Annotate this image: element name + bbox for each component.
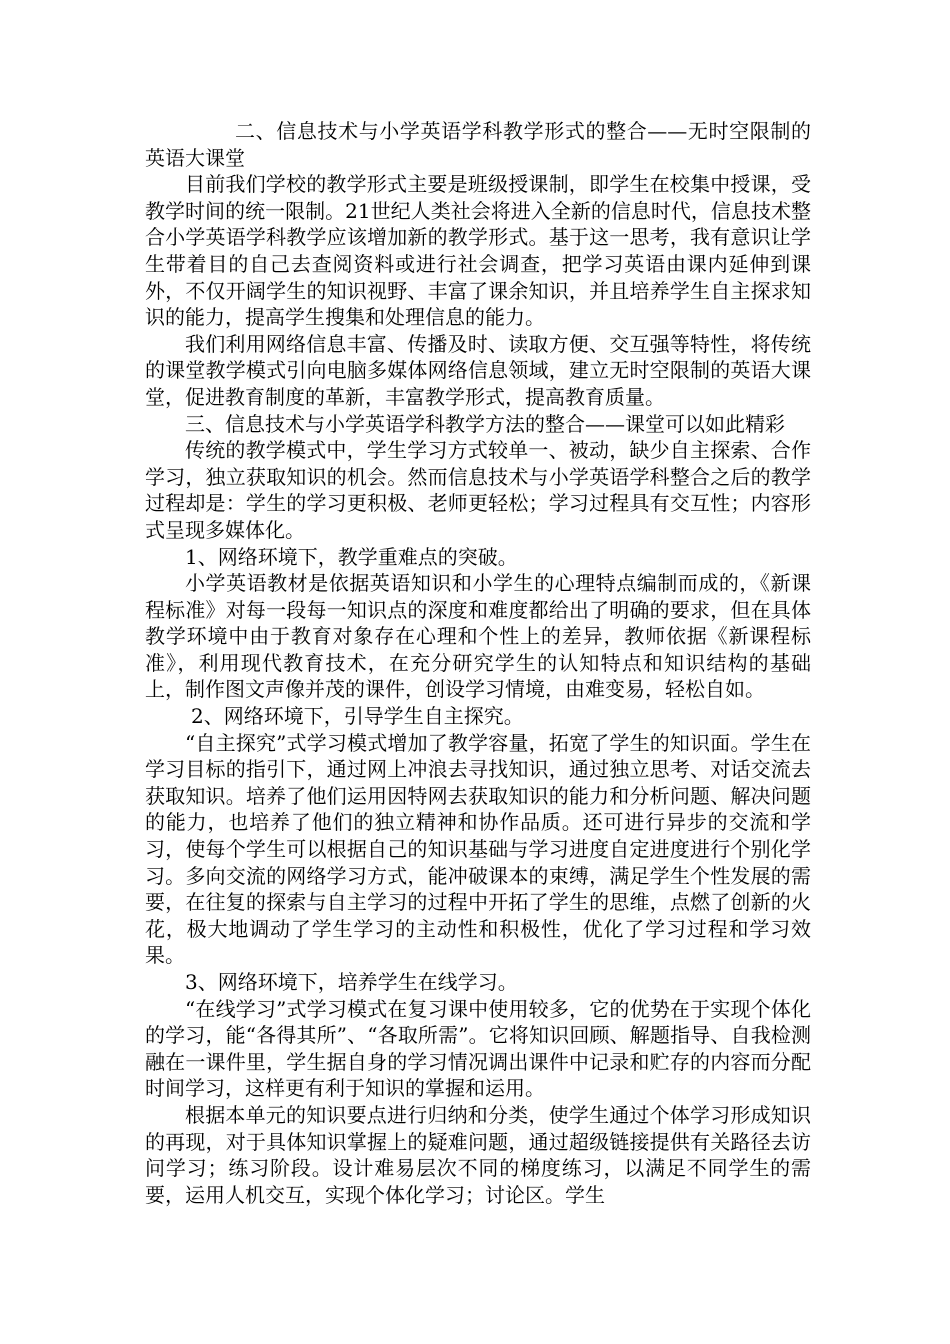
body-paragraph: 我们利用网络信息丰富、传播及时、读取方便、交互强等特性，将传统的课堂教学模式引向电脑多媒体网络信息领域，建立无时空限制的英语大课堂，促进教育制度的革新，丰富教学形式，提高教育质量。 xyxy=(145,331,811,409)
section-heading-3: 三、信息技术与小学英语学科教学方法的整合——课堂可以如此精彩 xyxy=(185,411,785,436)
body-paragraph: 传统的教学模式中，学生学习方式较单一、被动，缺少自主探索、合作学习，独立获取知识的机会。然而信息技术与小学英语学科整合之后的教学过程却是：学生的学习更积极、老师更轻松；学习过程具有交互性；内容形式呈现多媒体化。 xyxy=(145,438,811,542)
subheading-2: 2、网络环境下，引导学生自主探究。 xyxy=(191,704,524,729)
section-heading-2: 二、信息技术与小学英语学科教学形式的整合——无时空限制的英语大课堂 xyxy=(145,119,811,170)
subheading-1: 1、网络环境下，教学重难点的突破。 xyxy=(185,544,518,569)
body-paragraph: 小学英语教材是依据英语知识和小学生的心理特点编制而成的，《新课程标准》对每一段每一知识点的深度和难度都给出了明确的要求，但在具体教学环境中由于教育对象存在心理和个性上的差异，教师依据《新课程标准》，利用现代教育技术，在充分研究学生的认知特点和知识结构的基础上，制作图文声像并茂的课件，创设学习情境，由难变易，轻松自如。 xyxy=(145,571,811,702)
body-paragraph: 根据本单元的知识要点进行归纳和分类，使学生通过个体学习形成知识的再现，对于具体知识掌握上的疑难问题，通过超级链接提供有关路径去访问学习；练习阶段。设计难易层次不同的梯度练习，以满足不同学生的需要，运用人机交互，实现个体化学习；讨论区。学生 xyxy=(145,1102,811,1207)
body-paragraph: “在线学习”式学习模式在复习课中使用较多，它的优势在于实现个体化的学习，能“各得其所”、“各取所需”。它将知识回顾、解题指导、自我检测融在一课件里，学生据自身的学习情况调出课件中记录和贮存的内容而分配时间学习，这样更有利于知识的掌握和运用。 xyxy=(145,996,811,1101)
body-paragraph: “自主探究”式学习模式增加了教学容量，拓宽了学生的知识面。学生在学习目标的指引下，通过网上冲浪去寻找知识，通过独立思考、对话交流去获取知识。培养了他们运用因特网去获取知识的能力和分析问题、解决问题的能力，也培养了他们的独立精神和协作品质。还可进行异步的交流和学习，使每个学生可以根据自己的知识基础与学习进度自定进度进行个别化学习。多向交流的网络学习方式，能冲破课本的束缚，满足学生个性发展的需要，在往复的探索与自主学习的过程中开拓了学生的思维，点燃了创新的火花，极大地调动了学生学习的主动性和积极性，优化了学习过程和学习效果。 xyxy=(145,730,811,968)
body-paragraph: 目前我们学校的教学形式主要是班级授课制，即学生在校集中授课，受教学时间的统一限制。21世纪人类社会将进入全新的信息时代，信息技术整合小学英语学科教学应该增加新的教学形式。基于这一思考，我有意识让学生带着目的自己去查阅资料或进行社会调查，把学习英语由课内延伸到课外，不仅开阔学生的知识视野、丰富了课余知识，并且培养学生自主探求知识的能力，提高学生搜集和处理信息的能力。 xyxy=(145,172,811,330)
subheading-3: 3、网络环境下，培养学生在线学习。 xyxy=(185,970,518,994)
document-page xyxy=(145,118,811,1208)
